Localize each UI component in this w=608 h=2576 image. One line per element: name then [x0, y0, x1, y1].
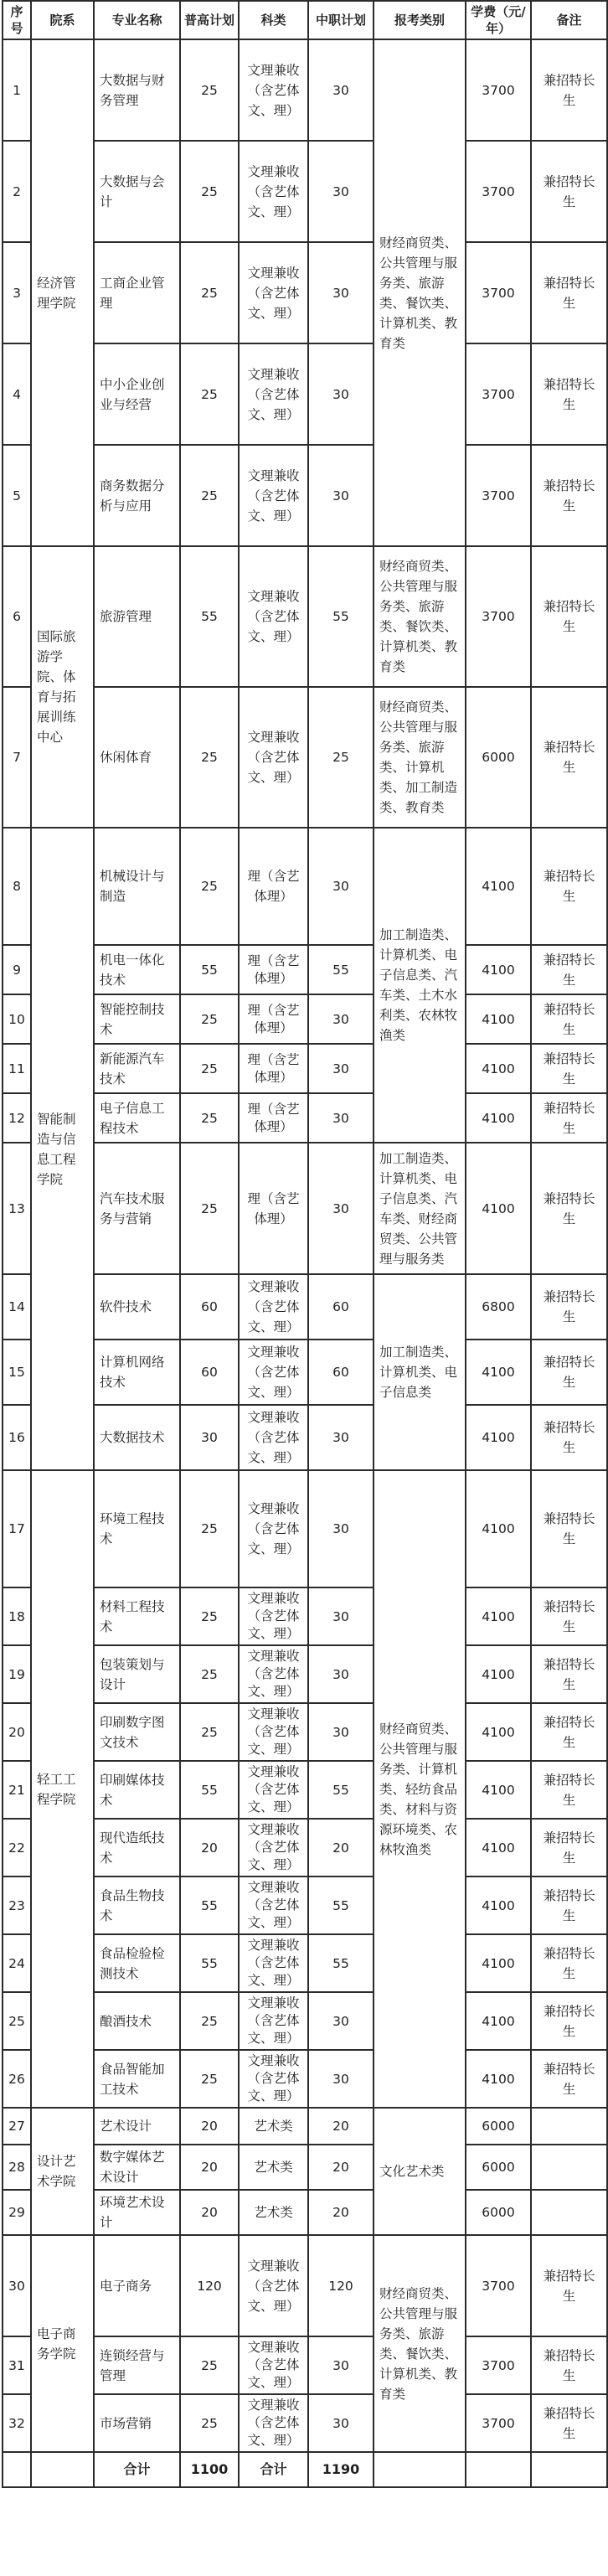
general-plan: 25 — [180, 39, 239, 141]
remarks: 兼招特长生 — [531, 445, 607, 546]
major-name: 食品检验检测技术 — [94, 1934, 180, 1992]
remarks: 兼招特长生 — [531, 1761, 607, 1819]
header-major-name: 专业名称 — [94, 1, 180, 39]
major-name: 机械设计与制造 — [94, 828, 180, 945]
table-row — [3, 2190, 607, 2235]
row-serial: 4 — [3, 343, 31, 445]
row-serial: 10 — [3, 994, 31, 1044]
row-serial: 17 — [3, 1470, 31, 1587]
header-tuition: 学费（元/年） — [466, 1, 531, 39]
major-name: 连锁经营与管理 — [94, 2336, 180, 2394]
major-name: 数字媒体艺术设计 — [94, 2145, 180, 2190]
remarks: 兼招特长生 — [531, 2235, 607, 2336]
subject-category: 理（含艺体理） — [239, 994, 308, 1044]
general-plan: 30 — [180, 1405, 239, 1470]
vocational-plan: 30 — [308, 1992, 374, 2050]
remarks: 兼招特长生 — [531, 1143, 607, 1274]
subject-category: 文理兼收（含艺体文、理） — [239, 2394, 308, 2452]
tuition-fee: 4100 — [466, 1819, 531, 1877]
major-name: 食品生物技术 — [94, 1877, 180, 1934]
table-row — [3, 1703, 607, 1761]
tuition-fee: 4100 — [466, 1645, 531, 1703]
tuition-fee: 4100 — [466, 1340, 531, 1405]
table-row — [3, 1645, 607, 1703]
general-plan: 25 — [180, 1587, 239, 1645]
subject-category: 文理兼收（含艺体文、理） — [239, 1761, 308, 1819]
tuition-fee: 4100 — [466, 1587, 531, 1645]
remarks: 兼招特长生 — [531, 1703, 607, 1761]
major-name: 印刷数字图文技术 — [94, 1703, 180, 1761]
totals-vocational-plan: 1190 — [308, 2452, 374, 2487]
subject-category: 文理兼收（含艺体文、理） — [239, 445, 308, 546]
major-name: 环境工程技术 — [94, 1470, 180, 1587]
major-name: 工商企业管理 — [94, 242, 180, 343]
table-row — [3, 2108, 607, 2145]
table-row — [3, 1340, 607, 1405]
major-name: 休闲体育 — [94, 687, 180, 828]
vocational-plan: 30 — [308, 343, 374, 445]
remarks: 兼招特长生 — [531, 1645, 607, 1703]
general-plan: 25 — [180, 1703, 239, 1761]
remarks: 兼招特长生 — [531, 1405, 607, 1470]
remarks: 兼招特长生 — [531, 1044, 607, 1093]
subject-category: 艺术类 — [239, 2145, 308, 2190]
subject-category: 文理兼收（含艺体文、理） — [239, 687, 308, 828]
remarks: 兼招特长生 — [531, 2394, 607, 2452]
major-name: 旅游管理 — [94, 546, 180, 687]
major-name: 艺术设计 — [94, 2108, 180, 2145]
tuition-fee: 4100 — [466, 828, 531, 945]
subject-category: 文理兼收（含艺体文、理） — [239, 141, 308, 242]
table-row — [3, 2050, 607, 2108]
general-plan: 25 — [180, 994, 239, 1044]
major-name: 电子商务 — [94, 2235, 180, 2336]
totals-row — [3, 2452, 607, 2487]
vocational-plan: 55 — [308, 1877, 374, 1934]
tuition-fee: 4100 — [466, 1992, 531, 2050]
vocational-plan: 30 — [308, 445, 374, 546]
vocational-plan: 30 — [308, 1703, 374, 1761]
table-row — [3, 2235, 607, 2336]
row-serial: 30 — [3, 2235, 31, 2336]
row-serial: 8 — [3, 828, 31, 945]
subject-category: 文理兼收（含艺体文、理） — [239, 1470, 308, 1587]
row-serial: 32 — [3, 2394, 31, 2452]
general-plan: 25 — [180, 1093, 239, 1143]
remarks: 兼招特长生 — [531, 994, 607, 1044]
table-row — [3, 1877, 607, 1934]
subject-category: 文理兼收（含艺体文、理） — [239, 1587, 308, 1645]
major-name: 电子信息工程技术 — [94, 1093, 180, 1143]
subject-category: 文理兼收（含艺体文、理） — [239, 2050, 308, 2108]
vocational-plan: 55 — [308, 1934, 374, 1992]
vocational-plan: 30 — [308, 1044, 374, 1093]
row-serial: 3 — [3, 242, 31, 343]
major-name: 软件技术 — [94, 1274, 180, 1340]
vocational-plan: 60 — [308, 1340, 374, 1405]
table-row — [3, 546, 607, 687]
remarks — [531, 2190, 607, 2235]
subject-category: 文理兼收（含艺体文、理） — [239, 2336, 308, 2394]
subject-category: 文理兼收（含艺体文、理） — [239, 1819, 308, 1877]
major-name: 新能源汽车技术 — [94, 1044, 180, 1093]
row-serial: 25 — [3, 1992, 31, 2050]
table-row — [3, 1761, 607, 1819]
tuition-fee: 3700 — [466, 2336, 531, 2394]
tuition-fee: 4100 — [466, 1405, 531, 1470]
major-name: 机电一体化技术 — [94, 945, 180, 994]
department-cell: 轻工工程学院 — [31, 1470, 94, 2108]
subject-category: 文理兼收（含艺体文、理） — [239, 1992, 308, 2050]
row-serial: 16 — [3, 1405, 31, 1470]
table-row — [3, 1405, 607, 1470]
row-serial: 20 — [3, 1703, 31, 1761]
vocational-plan: 30 — [308, 39, 374, 141]
row-serial: 13 — [3, 1143, 31, 1274]
tuition-fee: 6000 — [466, 2145, 531, 2190]
remarks: 兼招特长生 — [531, 2050, 607, 2108]
vocational-plan: 30 — [308, 1470, 374, 1587]
vocational-plan: 20 — [308, 1819, 374, 1877]
remarks: 兼招特长生 — [531, 546, 607, 687]
tuition-fee: 4100 — [466, 1143, 531, 1274]
subject-category: 文理兼收（含艺体文、理） — [239, 2235, 308, 2336]
vocational-plan: 30 — [308, 994, 374, 1044]
table-row — [3, 2145, 607, 2190]
table-row — [3, 2394, 607, 2452]
enrollment-plan-table — [2, 0, 608, 2488]
vocational-plan: 25 — [308, 687, 374, 828]
subject-category: 理（含艺体理） — [239, 1143, 308, 1274]
vocational-plan: 60 — [308, 1274, 374, 1340]
subject-category: 文理兼收（含艺体文、理） — [239, 1340, 308, 1405]
table-row — [3, 2336, 607, 2394]
vocational-plan: 20 — [308, 2108, 374, 2145]
subject-category: 理（含艺体理） — [239, 945, 308, 994]
major-name: 环境艺术设计 — [94, 2190, 180, 2235]
tuition-fee: 4100 — [466, 1703, 531, 1761]
tuition-fee: 3700 — [466, 546, 531, 687]
subject-category: 文理兼收（含艺体文、理） — [239, 1877, 308, 1934]
remarks: 兼招特长生 — [531, 945, 607, 994]
general-plan: 25 — [180, 1044, 239, 1093]
general-plan: 20 — [180, 2108, 239, 2145]
vocational-plan: 30 — [308, 1093, 374, 1143]
vocational-plan: 20 — [308, 2145, 374, 2190]
major-name: 中小企业创业与经营 — [94, 343, 180, 445]
exam-category-cell: 加工制造类、计算机类、电子信息类、汽车类、财经商贸类、公共管理与服务类 — [374, 1143, 466, 1274]
remarks: 兼招特长生 — [531, 828, 607, 945]
exam-category-cell: 加工制造类、计算机类、电子信息类、汽车类、土木水利类、农林牧渔类 — [374, 828, 466, 1143]
general-plan: 55 — [180, 945, 239, 994]
tuition-fee: 4100 — [466, 1470, 531, 1587]
general-plan: 25 — [180, 141, 239, 242]
tuition-fee: 4100 — [466, 1044, 531, 1093]
general-plan: 25 — [180, 445, 239, 546]
tuition-fee: 3700 — [466, 39, 531, 141]
vocational-plan: 30 — [308, 1645, 374, 1703]
tuition-fee: 4100 — [466, 945, 531, 994]
subject-category: 文理兼收（含艺体文、理） — [239, 39, 308, 141]
table-header-row — [3, 1, 607, 39]
row-serial: 21 — [3, 1761, 31, 1819]
row-serial: 18 — [3, 1587, 31, 1645]
remarks — [531, 2145, 607, 2190]
vocational-plan: 30 — [308, 141, 374, 242]
remarks: 兼招特长生 — [531, 1992, 607, 2050]
vocational-plan: 30 — [308, 828, 374, 945]
tuition-fee: 6000 — [466, 687, 531, 828]
header-subject-category: 科类 — [239, 1, 308, 39]
major-name: 材料工程技术 — [94, 1587, 180, 1645]
row-serial: 9 — [3, 945, 31, 994]
row-serial: 23 — [3, 1877, 31, 1934]
vocational-plan: 30 — [308, 2336, 374, 2394]
vocational-plan: 30 — [308, 1405, 374, 1470]
vocational-plan: 30 — [308, 2050, 374, 2108]
department-cell: 智能制造与信息工程学院 — [31, 828, 94, 1470]
tuition-fee: 4100 — [466, 1761, 531, 1819]
major-name: 大数据与财务管理 — [94, 39, 180, 141]
totals-label: 合计 — [94, 2452, 180, 2487]
general-plan: 25 — [180, 343, 239, 445]
totals-tuition-cell — [466, 2452, 531, 2487]
general-plan: 55 — [180, 1877, 239, 1934]
row-serial: 6 — [3, 546, 31, 687]
general-plan: 60 — [180, 1274, 239, 1340]
vocational-plan: 55 — [308, 945, 374, 994]
general-plan: 60 — [180, 1340, 239, 1405]
exam-category-cell: 财经商贸类、公共管理与服务类、旅游类、餐饮类、计算机类、教育类 — [374, 39, 466, 546]
general-plan: 120 — [180, 2235, 239, 2336]
subject-category: 理（含艺体理） — [239, 828, 308, 945]
row-serial: 2 — [3, 141, 31, 242]
major-name: 大数据技术 — [94, 1405, 180, 1470]
table-row — [3, 343, 607, 445]
subject-category: 文理兼收（含艺体文、理） — [239, 1934, 308, 1992]
tuition-fee: 4100 — [466, 1093, 531, 1143]
vocational-plan: 120 — [308, 2235, 374, 2336]
table-row — [3, 445, 607, 546]
table-row — [3, 1143, 607, 1274]
totals-general-plan: 1100 — [180, 2452, 239, 2487]
totals-department-cell — [31, 2452, 94, 2487]
general-plan: 25 — [180, 1470, 239, 1587]
subject-category: 艺术类 — [239, 2108, 308, 2145]
tuition-fee: 6000 — [466, 2190, 531, 2235]
remarks: 兼招特长生 — [531, 242, 607, 343]
tuition-fee: 4100 — [466, 1934, 531, 1992]
table-row — [3, 1044, 607, 1093]
row-serial: 19 — [3, 1645, 31, 1703]
remarks: 兼招特长生 — [531, 343, 607, 445]
remarks: 兼招特长生 — [531, 1587, 607, 1645]
table-row — [3, 994, 607, 1044]
vocational-plan: 55 — [308, 546, 374, 687]
tuition-fee: 4100 — [466, 2050, 531, 2108]
header-department: 院系 — [31, 1, 94, 39]
general-plan: 55 — [180, 1934, 239, 1992]
remarks: 兼招特长生 — [531, 1093, 607, 1143]
exam-category-cell: 财经商贸类、公共管理与服务类、计算机类、轻纺食品类、材料与资源环境类、农林牧渔类 — [374, 1470, 466, 2108]
totals-exam-cell — [374, 2452, 466, 2487]
tuition-fee: 3700 — [466, 2235, 531, 2336]
totals-category-label: 合计 — [239, 2452, 308, 2487]
major-name: 市场营销 — [94, 2394, 180, 2452]
major-name: 计算机网络技术 — [94, 1340, 180, 1405]
remarks: 兼招特长生 — [531, 687, 607, 828]
vocational-plan: 30 — [308, 1143, 374, 1274]
exam-category-cell: 文化艺术类 — [374, 2108, 466, 2235]
table-row — [3, 1093, 607, 1143]
row-serial: 24 — [3, 1934, 31, 1992]
table-row — [3, 687, 607, 828]
tuition-fee: 3700 — [466, 2394, 531, 2452]
tuition-fee: 3700 — [466, 343, 531, 445]
table-row — [3, 828, 607, 945]
major-name: 印刷媒体技术 — [94, 1761, 180, 1819]
row-serial: 14 — [3, 1274, 31, 1340]
department-cell: 国际旅游学院、体育与拓展训练中心 — [31, 546, 94, 828]
remarks: 兼招特长生 — [531, 141, 607, 242]
table-row — [3, 242, 607, 343]
major-name: 商务数据分析与应用 — [94, 445, 180, 546]
row-serial: 27 — [3, 2108, 31, 2145]
remarks — [531, 2108, 607, 2145]
general-plan: 20 — [180, 1819, 239, 1877]
row-serial: 5 — [3, 445, 31, 546]
header-vocational-plan: 中职计划 — [308, 1, 374, 39]
row-serial: 26 — [3, 2050, 31, 2108]
tuition-fee: 3700 — [466, 242, 531, 343]
major-name: 智能控制技术 — [94, 994, 180, 1044]
major-name: 酿酒技术 — [94, 1992, 180, 2050]
department-cell: 电子商务学院 — [31, 2235, 94, 2452]
row-serial: 7 — [3, 687, 31, 828]
general-plan: 25 — [180, 828, 239, 945]
subject-category: 文理兼收（含艺体文、理） — [239, 1405, 308, 1470]
totals-serial-cell — [3, 2452, 31, 2487]
department-cell: 设计艺术学院 — [31, 2108, 94, 2235]
row-serial: 22 — [3, 1819, 31, 1877]
vocational-plan: 30 — [308, 2394, 374, 2452]
table-row — [3, 1274, 607, 1340]
exam-category-cell: 财经商贸类、公共管理与服务类、旅游类、餐饮类、计算机类、教育类 — [374, 2235, 466, 2452]
subject-category: 文理兼收（含艺体文、理） — [239, 242, 308, 343]
exam-category-cell: 财经商贸类、公共管理与服务类、旅游类、计算机类、加工制造类、教育类 — [374, 687, 466, 828]
row-serial: 29 — [3, 2190, 31, 2235]
remarks: 兼招特长生 — [531, 1877, 607, 1934]
tuition-fee: 6800 — [466, 1274, 531, 1340]
row-serial: 11 — [3, 1044, 31, 1093]
table-row — [3, 1470, 607, 1587]
tuition-fee: 4100 — [466, 1877, 531, 1934]
general-plan: 25 — [180, 1143, 239, 1274]
general-plan: 25 — [180, 242, 239, 343]
subject-category: 文理兼收（含艺体文、理） — [239, 1703, 308, 1761]
remarks: 兼招特长生 — [531, 1274, 607, 1340]
general-plan: 25 — [180, 1992, 239, 2050]
subject-category: 文理兼收（含艺体文、理） — [239, 546, 308, 687]
header-general-plan: 普高计划 — [180, 1, 239, 39]
major-name: 现代造纸技术 — [94, 1819, 180, 1877]
general-plan: 25 — [180, 687, 239, 828]
remarks: 兼招特长生 — [531, 1819, 607, 1877]
major-name: 食品智能加工技术 — [94, 2050, 180, 2108]
general-plan: 25 — [180, 1645, 239, 1703]
subject-category: 理（含艺体理） — [239, 1093, 308, 1143]
vocational-plan: 30 — [308, 1587, 374, 1645]
major-name: 大数据与会计 — [94, 141, 180, 242]
department-cell: 经济管理学院 — [31, 39, 94, 546]
row-serial: 31 — [3, 2336, 31, 2394]
vocational-plan: 20 — [308, 2190, 374, 2235]
row-serial: 12 — [3, 1093, 31, 1143]
header-remarks: 备注 — [531, 1, 607, 39]
tuition-fee: 6000 — [466, 2108, 531, 2145]
subject-category: 艺术类 — [239, 2190, 308, 2235]
table-body — [3, 39, 607, 2452]
row-serial: 1 — [3, 39, 31, 141]
table-row — [3, 1934, 607, 1992]
totals-remarks-cell — [531, 2452, 607, 2487]
subject-category: 文理兼收（含艺体文、理） — [239, 1274, 308, 1340]
general-plan: 20 — [180, 2145, 239, 2190]
general-plan: 20 — [180, 2190, 239, 2235]
subject-category: 文理兼收（含艺体文、理） — [239, 1645, 308, 1703]
vocational-plan: 30 — [308, 242, 374, 343]
general-plan: 25 — [180, 2050, 239, 2108]
table-row — [3, 141, 607, 242]
tuition-fee: 4100 — [466, 994, 531, 1044]
header-serial: 序号 — [3, 1, 31, 39]
general-plan: 25 — [180, 2394, 239, 2452]
table-row — [3, 39, 607, 141]
remarks: 兼招特长生 — [531, 2336, 607, 2394]
row-serial: 28 — [3, 2145, 31, 2190]
remarks: 兼招特长生 — [531, 1340, 607, 1405]
general-plan: 55 — [180, 1761, 239, 1819]
major-name: 汽车技术服务与营销 — [94, 1143, 180, 1274]
remarks: 兼招特长生 — [531, 1934, 607, 1992]
table-row — [3, 1819, 607, 1877]
tuition-fee: 3700 — [466, 445, 531, 546]
table-row — [3, 1587, 607, 1645]
subject-category: 理（含艺体理） — [239, 1044, 308, 1093]
remarks: 兼招特长生 — [531, 39, 607, 141]
row-serial: 15 — [3, 1340, 31, 1405]
remarks: 兼招特长生 — [531, 1470, 607, 1587]
header-exam-category: 报考类别 — [374, 1, 466, 39]
general-plan: 25 — [180, 2336, 239, 2394]
exam-category-cell: 财经商贸类、公共管理与服务类、旅游类、餐饮类、计算机类、教育类 — [374, 546, 466, 687]
subject-category: 文理兼收（含艺体文、理） — [239, 343, 308, 445]
table-row — [3, 1992, 607, 2050]
tuition-fee: 3700 — [466, 141, 531, 242]
major-name: 包装策划与设计 — [94, 1645, 180, 1703]
exam-category-cell: 加工制造类、计算机类、电子信息类 — [374, 1274, 466, 1470]
table-row — [3, 945, 607, 994]
general-plan: 55 — [180, 546, 239, 687]
vocational-plan: 55 — [308, 1761, 374, 1819]
